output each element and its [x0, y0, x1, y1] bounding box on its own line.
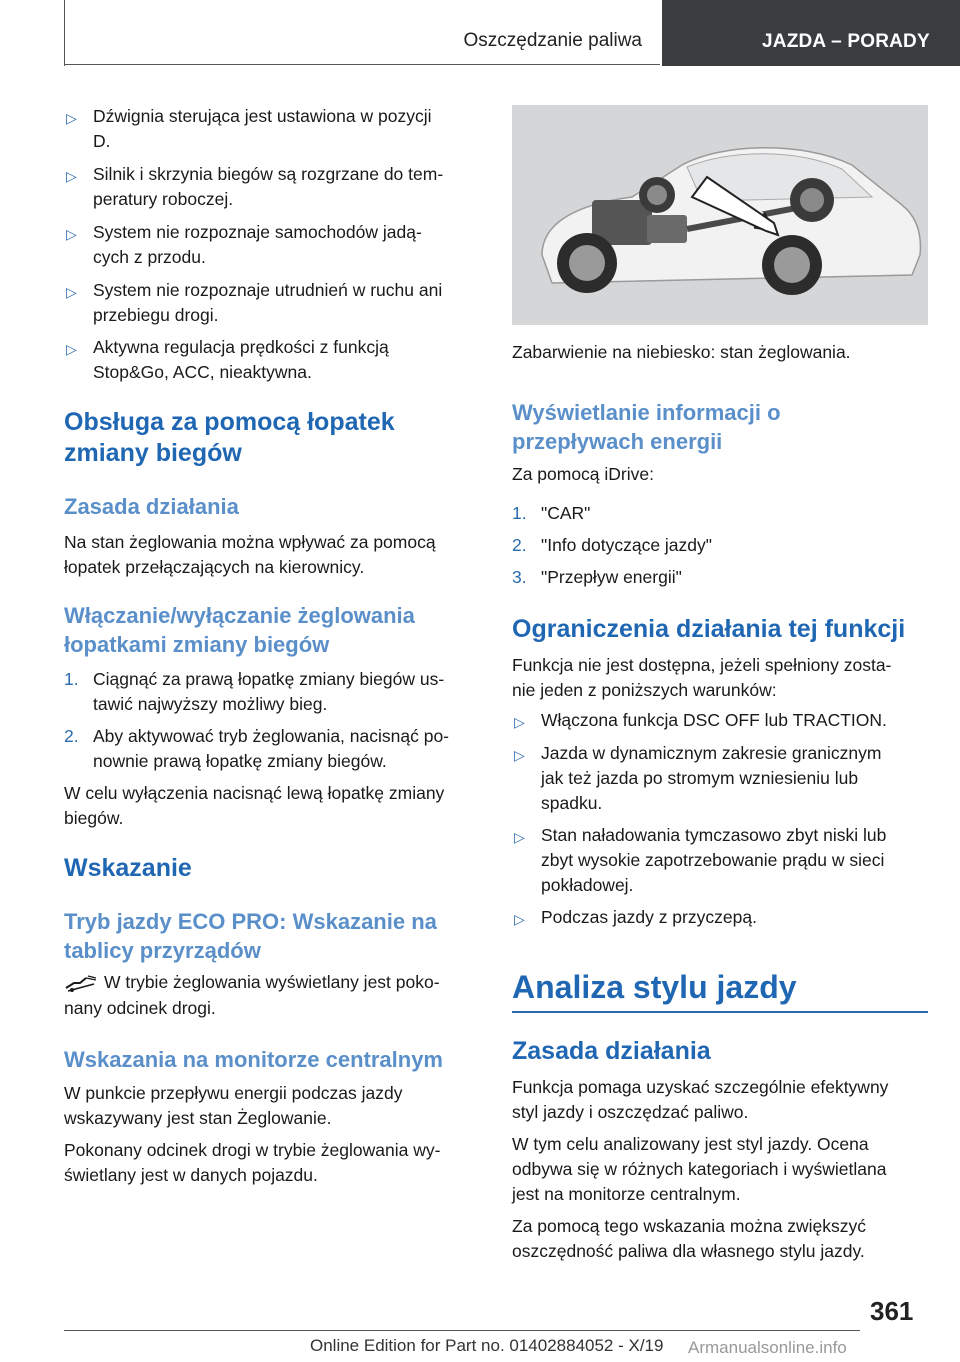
bullet-line: Silnik i skrzynia biegów są rozgrzane do tem- [93, 164, 444, 184]
bullet-line: D. [93, 131, 111, 151]
bullet-marker-icon: ▷ [514, 747, 525, 763]
edition-text: Online Edition for Part no. 01402884052 - X/19 [310, 1336, 664, 1355]
bullet-line: Dźwignia sterująca jest ustawiona w pozycji [93, 106, 432, 126]
watermark-text: Armanualsonline.info [688, 1338, 847, 1357]
bullet-marker-icon: ▷ [66, 110, 77, 126]
bullet-line: System nie rozpoznaje samochodów jadą- [93, 222, 422, 242]
paragraph-line: W tym celu analizowany jest styl jazdy. Ocena [512, 1134, 869, 1154]
paragraph-line: biegów. [64, 808, 124, 828]
bullet-marker-icon: ▷ [514, 714, 525, 730]
heading-flow-2: przepływach energii [512, 429, 723, 454]
menu-item: "CAR" [541, 503, 591, 523]
bullet-line: cych z przodu. [93, 247, 206, 267]
heading-paddles: Obsługa za pomocą łopatek [64, 408, 395, 436]
chapter-tab: JAZDA – PORADY [662, 0, 960, 66]
paragraph-line: W trybie żeglowania wyświetlany jest poko- [104, 972, 440, 992]
bullet-line: przebiegu drogi. [93, 305, 219, 325]
heading-monitor: Wskazania na monitorze centralnym [64, 1047, 443, 1072]
paragraph-line: Na stan żeglowania można wpływać za pomocą [64, 532, 436, 552]
image-caption: Zabarwienie na niebiesko: stan żeglowania. [512, 342, 851, 362]
step-line: tawić najwyższy możliwy bieg. [93, 694, 328, 714]
paragraph-line: nie jeden z poniższych warunków: [512, 680, 777, 700]
paragraph-line: nany odcinek drogi. [64, 998, 216, 1018]
bullet-line: pokładowej. [541, 875, 634, 895]
paragraph-line: jest na monitorze centralnym. [512, 1184, 741, 1204]
menu-item: "Info dotyczące jazdy" [541, 535, 712, 555]
bullet-line: Stop&Go, ACC, nieaktywna. [93, 362, 312, 382]
footer-rule [64, 1330, 860, 1331]
bullet-marker-icon: ▷ [66, 168, 77, 184]
menu-number: 3. [512, 567, 527, 587]
bullet-line: Jazda w dynamicznym zakresie granicznym [541, 743, 882, 763]
bullet-marker-icon: ▷ [514, 911, 525, 927]
bullet-line: peratury roboczej. [93, 189, 234, 209]
heading-flow: Wyświetlanie informacji o [512, 400, 781, 425]
heading-principle-2: Zasada działania [512, 1037, 711, 1065]
heading-analysis: Analiza stylu jazdy [512, 969, 797, 1005]
section-title: Oszczędzanie paliwa [463, 30, 642, 51]
bullet-line: Podczas jazdy z przyczepą. [541, 907, 757, 927]
menu-number: 2. [512, 535, 527, 555]
car-drivetrain-image [512, 105, 928, 325]
heading-principle: Zasada działania [64, 494, 239, 519]
paragraph-line: Funkcja nie jest dostępna, jeżeli spełniony zosta- [512, 655, 892, 675]
paragraph-line: oszczędność paliwa dla własnego stylu jazdy. [512, 1241, 865, 1261]
paragraph-line: Za pomocą iDrive: [512, 464, 654, 484]
step-number: 2. [64, 726, 79, 746]
paragraph-line: Pokonany odcinek drogi w trybie żeglowania wy- [64, 1140, 441, 1160]
paragraph-line: W punkcie przepływu energii podczas jazdy [64, 1083, 403, 1103]
paragraph-line: łopatek przełączających na kierownicy. [64, 557, 365, 577]
paragraph-line: odbywa się w różnych kategoriach i wyświetlana [512, 1159, 887, 1179]
heading-eco: Tryb jazdy ECO PRO: Wskazanie na [64, 909, 437, 934]
bullet-line: spadku. [541, 793, 603, 813]
bullet-marker-icon: ▷ [66, 341, 77, 357]
heading-limits: Ograniczenia działania tej funkcji [512, 615, 906, 643]
header-rule [64, 64, 660, 65]
bullet-line: Aktywna regulacja prędkości z funkcją [93, 337, 389, 357]
bullet-line: jak też jazda po stromym wzniesieniu lub [541, 768, 859, 788]
paragraph-line: W celu wyłączenia nacisnąć lewą łopatkę zmiany [64, 783, 445, 803]
step-line: nownie prawą łopatkę zmiany biegów. [93, 751, 387, 771]
step-line: Aby aktywować tryb żeglowania, nacisnąć po- [93, 726, 450, 746]
menu-number: 1. [512, 503, 527, 523]
paragraph-line: styl jazdy i oszczędzać paliwo. [512, 1102, 749, 1122]
heading-paddles-2: zmiany biegów [64, 439, 242, 467]
bullet-marker-icon: ▷ [66, 226, 77, 242]
section-rule [512, 1011, 928, 1013]
page-number: 361 [870, 1296, 914, 1326]
paragraph-line: świetlany jest w danych pojazdu. [64, 1165, 318, 1185]
watermark [684, 1338, 847, 1358]
heading-toggle-2: łopatkami zmiany biegów [64, 632, 330, 657]
bullet-line: System nie rozpoznaje utrudnień w ruchu ani [93, 280, 443, 300]
heading-eco-2: tablicy przyrządów [64, 938, 261, 963]
bullet-line: Włączona funkcja DSC OFF lub TRACTION. [541, 710, 887, 730]
step-number: 1. [64, 669, 79, 689]
bullet-marker-icon: ▷ [66, 284, 77, 300]
footer-edition [310, 1336, 663, 1356]
step-line: Ciągnąć za prawą łopatkę zmiany biegów us- [93, 669, 445, 689]
header-divider [64, 0, 65, 66]
paragraph-line: Za pomocą tego wskazania można zwiększyć [512, 1216, 867, 1236]
heading-display: Wskazanie [64, 854, 192, 882]
bullet-marker-icon: ▷ [514, 829, 525, 845]
bullet-line: Stan naładowania tymczasowo zbyt niski lub [541, 825, 887, 845]
paragraph-line: wskazywany jest stan Żeglowanie. [64, 1108, 332, 1128]
menu-item: "Przepływ energii" [541, 567, 682, 587]
bullet-line: zbyt wysokie zapotrzebowanie prądu w sieci [541, 850, 885, 870]
sailing-icon [64, 974, 98, 994]
paragraph-line: Funkcja pomaga uzyskać szczególnie efektywny [512, 1077, 889, 1097]
heading-toggle: Włączanie/wyłączanie żeglowania [64, 603, 415, 628]
